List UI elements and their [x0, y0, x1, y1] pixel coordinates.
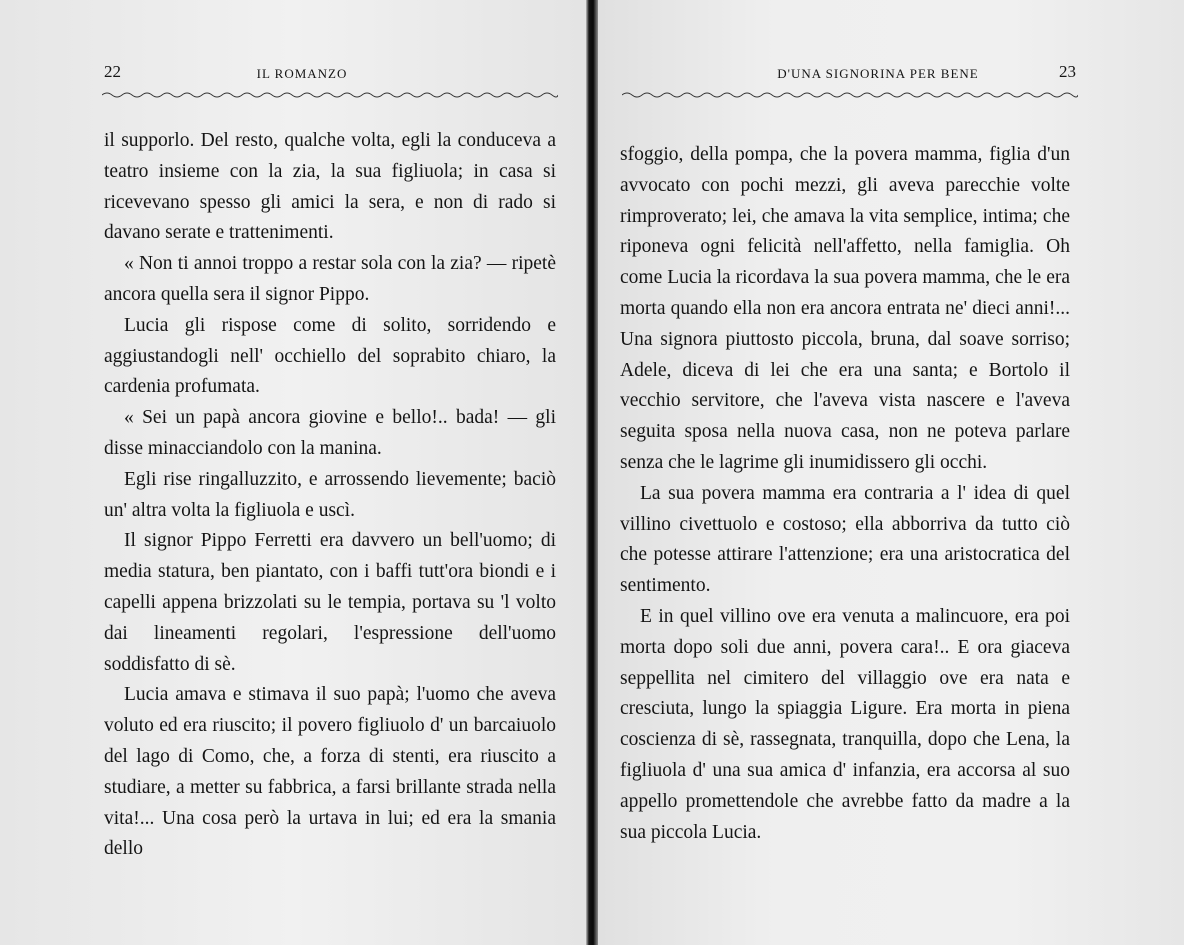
paragraph: sfoggio, della pompa, che la povera mamma, figlia d'un avvocato con pochi mezzi, gli aveva parecchie volte rimproverato; lei, che amava la vita semplice, intima; che riponeva ogni felicità nell'affetto, nella famiglia. Oh come Lucia la ricordava la sua povera mamma, che le era morta quando ella non era ancora entrata ne' dieci anni!... Una signora piuttosto piccola, bruna, dal soave sorriso; Adele, diceva di lei che era una santa; e Bortolo il vecchio servitore, che l'aveva vista nascere e l'aveva seguita sposa nella nuova casa, non ne poteva parlare senza che le lagrime gli inumidissero gli occhi.: [620, 144, 1070, 473]
paragraph: La sua povera mamma era contraria a l' idea di quel villino civettuolo e costoso; ella abborriva da tutto ciò che potesse attirare l'attenzione; era una aristocratica del sentimento.: [620, 482, 1070, 597]
paragraph: Lucia gli rispose come di solito, sorridendo e aggiustandogli nell' occhiello del soprabito chiaro, la cardenia profumata.: [104, 314, 556, 398]
left-header-rule: [102, 88, 558, 102]
paragraph: « Sei un papà ancora giovine e bello!.. bada! — gli disse minacciandolo con la manina.: [104, 407, 556, 459]
left-page-header: [104, 62, 560, 84]
paragraph: « Non ti annoi troppo a restar sola con la zia? — ripetè ancora quella sera il signor Pippo.: [104, 253, 556, 305]
left-page-body: [104, 126, 556, 865]
paragraph: Lucia amava e stimava il suo papà; l'uomo che aveva voluto ed era riuscito; il povero figliuolo d' un barcaiuolo del lago di Como, che, a forza di stenti, era riuscito a studiare, a metter su fabbrica, a farsi brillante strada nella vita!... Una cosa però la urtava in lui; ed era la smania dello: [104, 684, 556, 860]
right-header-rule: [622, 88, 1078, 102]
paragraph: Il signor Pippo Ferretti era davvero un bell'uomo; di media statura, ben piantato, con i baffi tutt'ora biondi e i capelli appena brizzolati su le tempia, portava su 'l volto dai lineamenti regolari, l'espressione dell'uomo soddisfatto di sè.: [104, 530, 556, 675]
right-page: [598, 0, 1184, 945]
right-page-number: 23: [1059, 62, 1076, 81]
book-gutter: [586, 0, 598, 945]
paragraph: il supporlo. Del resto, qualche volta, egli la conduceva a teatro insieme con la zia, la sua figliuola; in casa si ricevevano spesso gli amici la sera, e non di rado si davano serate e trattenimenti.: [104, 130, 556, 244]
paragraph: Egli rise ringalluzzito, e arrossendo lievemente; baciò un' altra volta la figliuola e uscì.: [104, 468, 556, 521]
right-page-body: [620, 140, 1070, 848]
left-page-number: 22: [104, 62, 121, 81]
paragraph: E in quel villino ove era venuta a malincuore, era poi morta dopo soli due anni, povera cara!.. E ora giaceva seppellita nel cimitero del villaggio ove era nata e cresciuta, lungo la spiaggia Ligure. Era morta in piena coscienza di sè, rassegnata, tranquilla, dopo che Lena, la figliuola d' una sua amica d' infanzia, era accorsa al suo appello promettendole che avrebbe fatto da madre a la sua piccola Lucia.: [620, 605, 1070, 843]
left-running-head: IL ROMANZO: [256, 66, 348, 81]
left-page: [0, 0, 586, 945]
right-running-head: D'UNA SIGNORINA PER BENE: [777, 66, 979, 81]
right-page-header: [620, 62, 1076, 84]
